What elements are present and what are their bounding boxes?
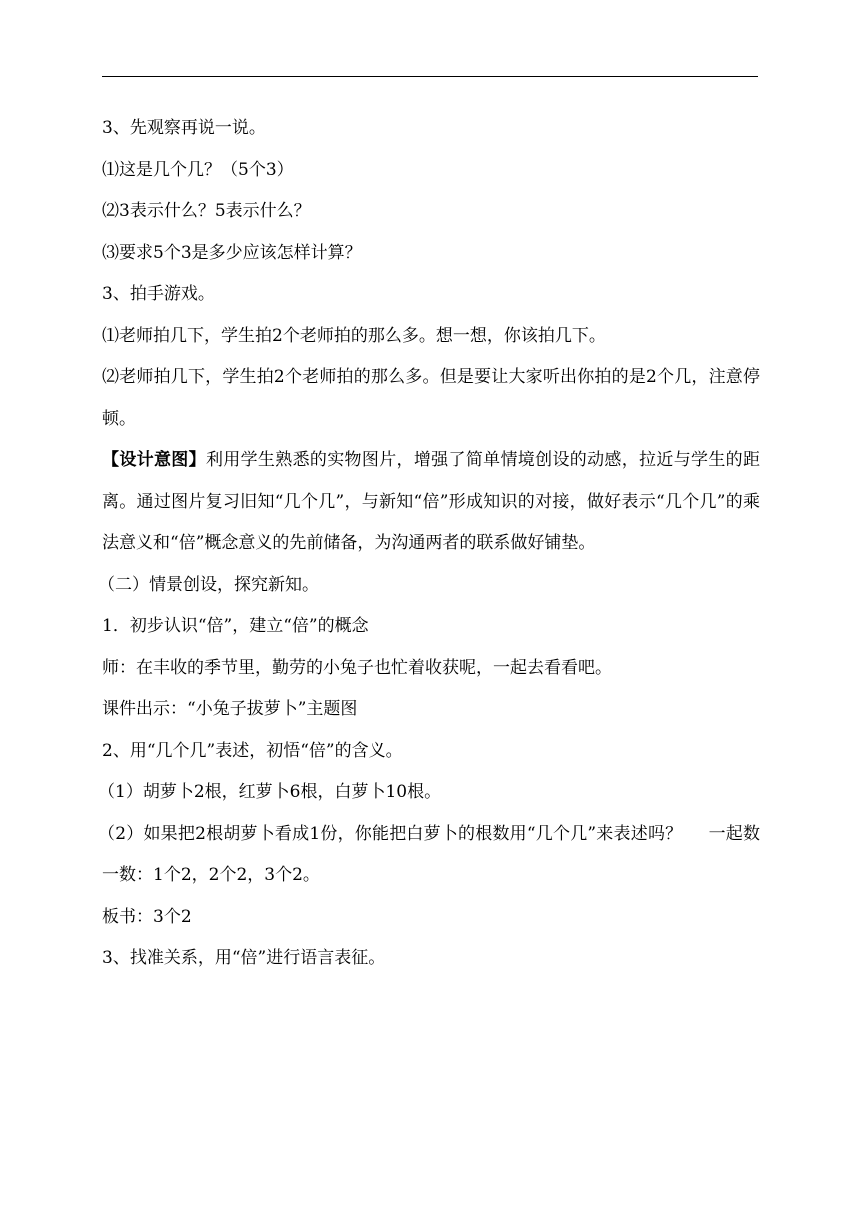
paragraph: 板书：3个2 xyxy=(102,906,192,927)
design-intent-label: 【设计意图】 xyxy=(102,450,206,470)
paragraph: （1）胡萝卜2根，红萝卜6根，白萝卜10根。 xyxy=(98,782,442,802)
paragraph: ⑵老师拍几下，学生拍2个老师拍的那么多。但是要让大家听出你拍的是2个几，注意停顿。 xyxy=(102,367,760,429)
paragraph: 1．初步认识“倍”，建立“倍”的概念 xyxy=(102,616,369,636)
paragraph: 课件出示：“小兔子拔萝卜”主题图 xyxy=(102,699,358,719)
counting-text: 一起数一数：1个2，2个2，3个2。 xyxy=(102,823,760,885)
paragraph: ⑶要求5个3是多少应该怎样计算？ xyxy=(102,242,362,263)
section-heading: （二）情景创设，探究新知。 xyxy=(98,574,319,595)
design-intent-text: 利用学生熟悉的实物图片，增强了简单情境创设的动感，拉近与学生的距离。通过图片复习旧知“几个几”，与新知“倍”形成知识的对接，做好表示“几个几”的乘法意义和“倍”概念意义的先前储备，为沟通两者的联系做好铺垫。 xyxy=(102,450,761,553)
document-body xyxy=(98,108,761,980)
paragraph: 2、用“几个几”表述，初悟“倍”的含义。 xyxy=(102,740,403,761)
paragraph: ⑴老师拍几下，学生拍2个老师拍的那么多。想一想，你该拍几下。 xyxy=(102,325,606,346)
paragraph: ⑵3表示什么？5表示什么？ xyxy=(102,201,311,221)
question-text: （2）如果把2根胡萝卜看成1份，你能把白萝卜的根数用“几个几”来表述吗？ xyxy=(98,823,683,844)
design-intent-paragraph xyxy=(102,440,760,565)
paragraph: 3、先观察再说一说。 xyxy=(102,118,266,138)
paragraph: 3、找准关系，用“倍”进行语言表征。 xyxy=(102,948,386,968)
header-rule xyxy=(102,76,758,77)
paragraph xyxy=(98,814,760,897)
paragraph: ⑴这是几个几？（5个3） xyxy=(102,159,294,180)
paragraph: 3、拍手游戏。 xyxy=(102,284,215,304)
paragraph: 师：在丰收的季节里，勤劳的小兔子也忙着收获呢，一起去看看吧。 xyxy=(102,657,612,678)
